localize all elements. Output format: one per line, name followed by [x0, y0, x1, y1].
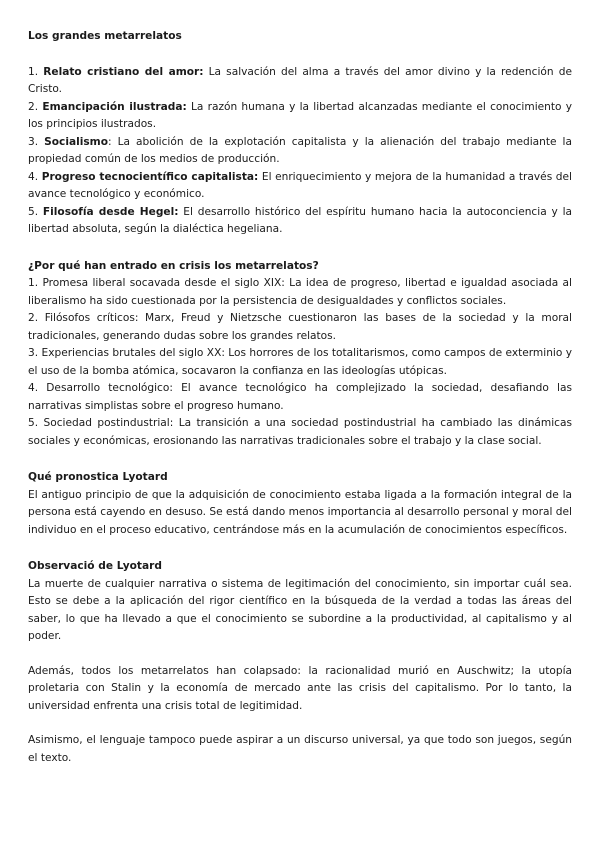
item-term: Filosofía desde Hegel:	[42, 205, 179, 218]
item-number: 2.	[28, 100, 39, 113]
item-number: 5.	[28, 205, 39, 218]
item-text: El desarrollo histórico del espíritu humano hacia la autoconciencia y la libertad absoluta, según la dialéctica hegeliana.	[28, 205, 573, 235]
section-title-crisis: ¿Por qué han entrado en crisis los metarrelatos?	[28, 259, 319, 272]
list-item: 1. Promesa liberal socavada desde el siglo XIX: La idea de progreso, libertad e igualdad asociada al liberalismo ha sido cuestionada por la persistencia de desigualdades y conflictos sociales.	[28, 277, 572, 307]
item-term: Emancipación ilustrada:	[42, 100, 187, 113]
item-text: El enriquecimiento y mejora de la humanidad a través del avance tecnológico y económico.	[28, 170, 572, 200]
section-title-observacio: Observació de Lyotard	[28, 560, 162, 572]
section-title-metarrelatos: Los grandes metarrelatos	[28, 30, 182, 42]
item-term: Relato cristiano del amor:	[43, 65, 204, 78]
item-text: : La abolición de la explotación capitalista y la alienación del trabajo mediante la propiedad común de los medios de producción.	[28, 135, 572, 165]
item-number: 3.	[28, 135, 39, 148]
item-text: La salvación del alma a través del amor divino y la redención de Cristo.	[28, 65, 572, 95]
list-item: 5. Sociedad postindustrial: La transición a una sociedad postindustrial ha cambiado las dinámicas sociales y económicas, erosionando las narrativas tradicionales sobre el trabajo y la clase social.	[28, 417, 572, 447]
list-item	[28, 99, 572, 134]
item-number: 4.	[28, 170, 39, 183]
item-term: Socialismo	[44, 135, 108, 148]
list-item: 3. Experiencias brutales del siglo XX: Los horrores de los totalitarismos, como campos de exterminio y el uso de la bomba atómica, socavaron la confianza en las ideologías utópicas.	[28, 347, 572, 377]
list-item	[28, 169, 572, 204]
paragraph: Además, todos los metarrelatos han colapsado: la racionalidad murió en Auschwitz; la utopía proletaria con Stalin y la economía de mercado ante las crisis del capitalismo. Por lo tanto, la universidad enfrenta una crisis total de legitimidad.	[28, 664, 572, 712]
paragraph: La muerte de cualquier narrativa o sistema de legitimación del conocimiento, sin importar cuál sea. Esto se debe a la aplicación del rigor científico en la búsqueda de la verdad a todas las áreas del saber, lo que ha llevado a que el conocimiento se subordine a la productividad, al capitalismo y al poder.	[28, 577, 572, 642]
list-item	[28, 204, 572, 239]
item-text: La razón humana y la libertad alcanzadas mediante el conocimiento y los principios ilustrados.	[28, 100, 572, 130]
item-term: Progreso tecnocientífico capitalista:	[41, 170, 259, 183]
list-item: 4. Desarrollo tecnológico: El avance tecnológico ha complejizado la sociedad, desafiando las narrativas simplistas sobre el progreso humano.	[28, 382, 572, 412]
section-title-pronostico: Qué pronostica Lyotard	[28, 471, 168, 483]
list-item: 2. Filósofos críticos: Marx, Freud y Nietzsche cuestionaron las bases de la sociedad y la moral tradicionales, generando dudas sobre los grandes relatos.	[28, 312, 572, 342]
item-number: 1.	[28, 65, 39, 78]
list-item	[28, 64, 572, 99]
paragraph: El antiguo principio de que la adquisición de conocimiento estaba ligada a la formación integral de la persona está cayendo en desuso. Se está dando menos importancia al desarrollo personal y moral del individuo en el proceso educativo, centrándose más en la acumulación de conocimientos específicos.	[28, 488, 572, 536]
list-item	[28, 134, 572, 169]
paragraph: Asimismo, el lenguaje tampoco puede aspirar a un discurso universal, ya que todo son juegos, según el texto.	[28, 734, 572, 764]
